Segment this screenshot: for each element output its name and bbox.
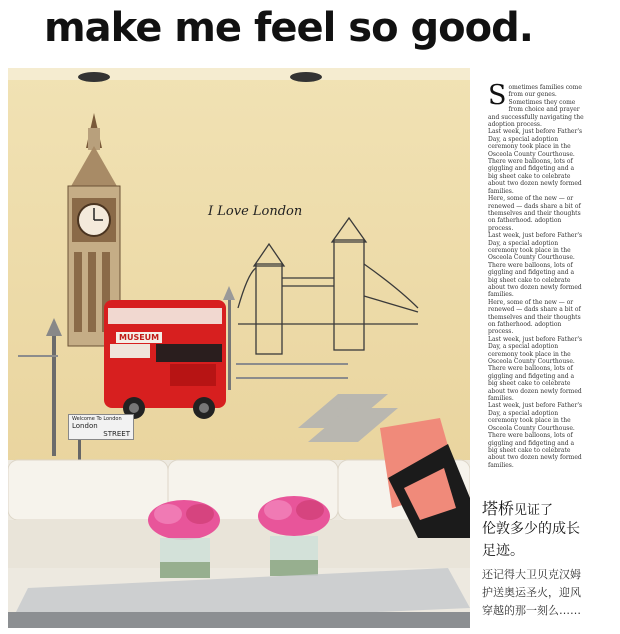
bus-label: MUSEUM xyxy=(116,332,162,343)
article-paragraph: Last week, just before Father's Day, a special adoption ceremony took place in the Osceola County Courthouse. There were balloons, lots of giggling and fidgeting and a big sheet cake to celebrate about two dozen newly formed families. xyxy=(488,128,583,195)
sticker-title: I Love London xyxy=(208,204,303,219)
article-paragraph: Last week, just before Father's Day, a special adoption ceremony took place in the Osceola County Courthouse. There were balloons, lots of giggling and fidgeting and a big sheet cake to celebrate about two dozen newly formed families. xyxy=(488,232,583,299)
double-decker-bus xyxy=(104,300,226,419)
street-sign-line1: London xyxy=(72,422,98,430)
chinese-line-3: 足迹。 xyxy=(482,543,524,559)
ceiling-light-left xyxy=(78,72,110,82)
chinese-line-4: 还记得大卫贝克汉姆 xyxy=(482,568,581,581)
chinese-line-2: 伦敦多少的成长 xyxy=(482,521,580,537)
article-text xyxy=(488,80,584,469)
street-sign-small: Welcome To London xyxy=(72,416,122,422)
room-photo xyxy=(8,68,470,628)
article-paragraph: Sometimes families come from our genes. Sometimes they come from choice and prayer and successfully navigating the adoption process. xyxy=(488,80,584,129)
chinese-line-5: 护送奥运圣火，迎风 xyxy=(482,586,581,599)
ceiling-light-right xyxy=(290,72,322,82)
street-sign-line2: STREET xyxy=(103,430,130,438)
article-paragraph: Here, some of the new — or renewed — dads share a bit of themselves and their thoughts on fatherhood. adoption process. xyxy=(488,195,581,232)
ceiling xyxy=(8,68,470,80)
street-sign xyxy=(68,414,134,440)
article-paragraph: Here, some of the new — or renewed — dads share a bit of themselves and their thoughts on fatherhood. adoption process. xyxy=(488,298,581,336)
article-paragraph: Last week, just before Father's Day, a special adoption ceremony took place in the Osceola County Courthouse. There were balloons, lots of giggling and fidgeting and a big sheet cake to celebrate about two dozen newly formed families. xyxy=(488,402,583,469)
article-paragraph: Last week, just before Father's Day, a special adoption ceremony took place in the Osceola County Courthouse. There were balloons, lots of giggling and fidgeting and a big sheet cake to celebrate about two dozen newly formed families. xyxy=(488,335,583,403)
chinese-line-6: 穿越的那一刻么…… xyxy=(482,604,581,617)
chinese-line-1: 塔桥见证了 xyxy=(482,499,554,518)
headline: make me feel so good. xyxy=(44,5,533,51)
room-illustration xyxy=(8,68,470,628)
sign-post xyxy=(78,440,81,462)
drop-cap: S xyxy=(488,80,507,111)
